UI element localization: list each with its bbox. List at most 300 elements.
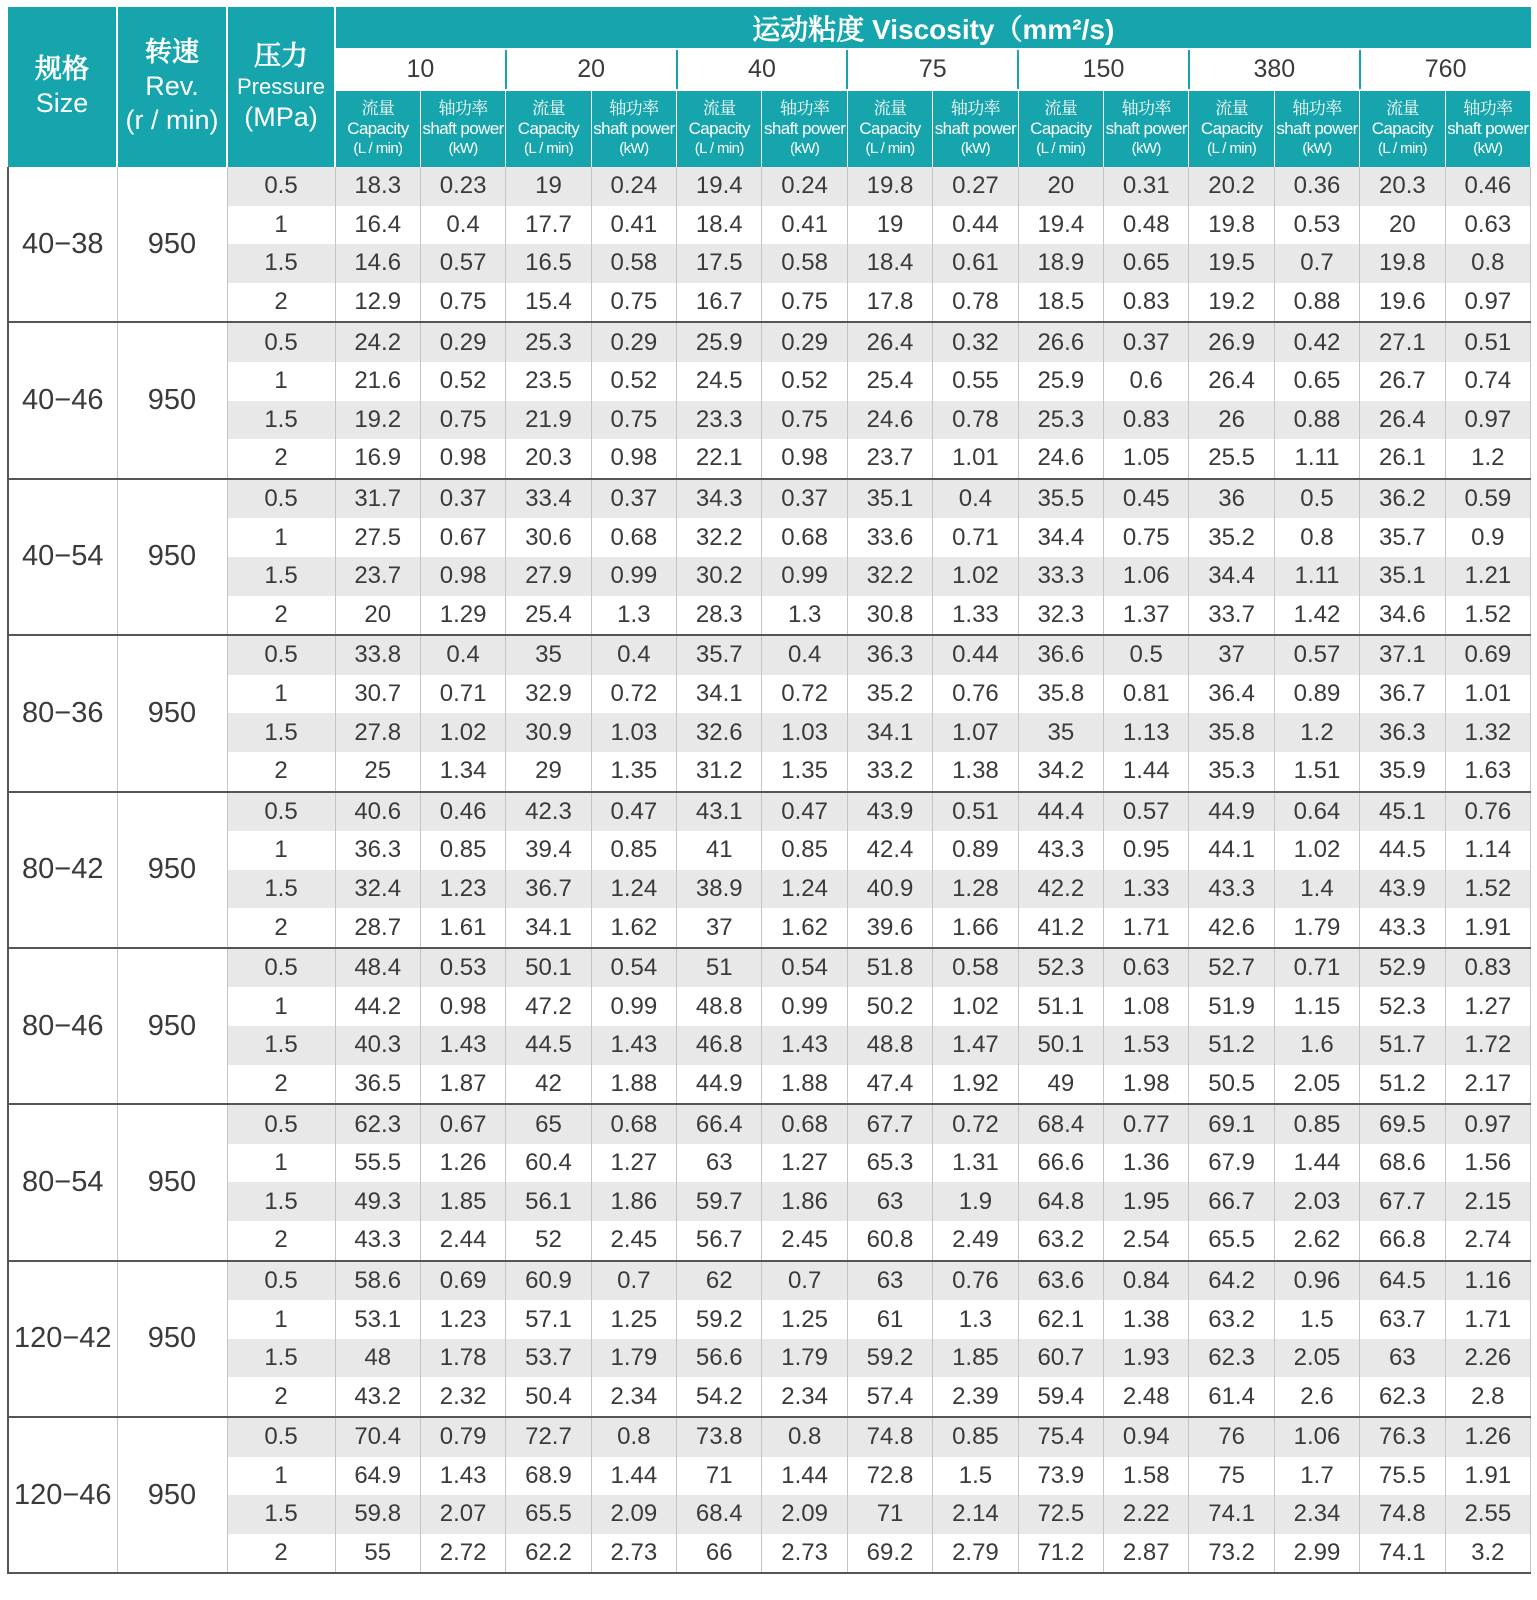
shaft-power-cell: 1.02 (933, 557, 1018, 596)
capacity-cell: 62.2 (506, 1534, 591, 1574)
shaft-power-cell: 1.56 (1445, 1144, 1531, 1183)
shaft-power-cell: 1.3 (762, 596, 847, 636)
capacity-cell: 18.9 (1018, 244, 1103, 283)
capacity-cell: 34.6 (1360, 596, 1445, 636)
capacity-cell: 31.2 (677, 752, 762, 792)
capacity-cell: 66.6 (1018, 1144, 1103, 1183)
shaft-power-cell: 1.06 (1104, 557, 1189, 596)
capacity-cell: 43.3 (1018, 831, 1103, 870)
table-row (8, 244, 1531, 283)
shaft-power-cell: 1.3 (591, 596, 676, 636)
capacity-cell: 41.2 (1018, 908, 1103, 948)
shaft-power-cell: 0.44 (933, 635, 1018, 675)
capacity-cell: 64.2 (1189, 1261, 1274, 1301)
capacity-cell: 24.2 (335, 322, 420, 362)
capacity-cell: 18.4 (677, 206, 762, 245)
capacity-cell: 19.4 (677, 167, 762, 206)
table-row (8, 362, 1531, 401)
capacity-cell: 74.8 (847, 1417, 932, 1457)
viscosity-value-2: 20 (506, 49, 677, 90)
shaft-power-cell: 0.4 (420, 206, 505, 245)
capacity-cell: 19.2 (1189, 283, 1274, 323)
shaft-power-cell: 2.44 (420, 1221, 505, 1261)
shaft-power-cell: 2.05 (1274, 1065, 1359, 1105)
viscosity-value-5: 150 (1018, 49, 1189, 90)
capacity-cell: 49.3 (335, 1182, 420, 1221)
capacity-cell: 36 (1189, 479, 1274, 519)
capacity-header-3 (677, 90, 762, 167)
shaft-power-cell: 0.58 (933, 948, 1018, 988)
capacity-cell: 25.9 (677, 322, 762, 362)
capacity-cell: 43.3 (1189, 870, 1274, 909)
shaft-power-cell: 1.32 (1445, 713, 1531, 752)
capacity-cell: 35.2 (847, 675, 932, 714)
shaft-power-cell: 1.43 (420, 1457, 505, 1496)
shaft-power-cell: 0.5 (1104, 635, 1189, 675)
capacity-cell: 34.1 (677, 675, 762, 714)
capacity-cell: 26 (1189, 401, 1274, 440)
shaft-power-cell: 1.34 (420, 752, 505, 792)
capacity-cell: 27.8 (335, 713, 420, 752)
shaft-power-cell: 1.7 (1274, 1457, 1359, 1496)
shaft-power-cell: 0.96 (1274, 1261, 1359, 1301)
pressure-header (227, 7, 335, 167)
shaft-power-cell: 1.23 (420, 1300, 505, 1339)
shaft-power-cell: 0.53 (1274, 206, 1359, 245)
capacity-cell: 25.9 (1018, 362, 1103, 401)
capacity-cell: 18.3 (335, 167, 420, 206)
capacity-cell: 62.3 (1189, 1339, 1274, 1378)
capacity-cell: 36.3 (1360, 713, 1445, 752)
capacity-cell: 20 (335, 596, 420, 636)
capacity-cell: 32.4 (335, 870, 420, 909)
capacity-cell: 64.8 (1018, 1182, 1103, 1221)
shaft-power-cell: 0.7 (762, 1261, 847, 1301)
capacity-cell: 73.8 (677, 1417, 762, 1457)
table-row (8, 1339, 1531, 1378)
table-row (8, 1377, 1531, 1417)
shaft-power-cell: 1.71 (1445, 1300, 1531, 1339)
capacity-cell: 69.1 (1189, 1104, 1274, 1144)
shaft-power-cell: 1.33 (1104, 870, 1189, 909)
capacity-cell: 43.9 (847, 792, 932, 832)
capacity-cell: 15.4 (506, 283, 591, 323)
capacity-cell: 35 (1018, 713, 1103, 752)
capacity-cell: 52.3 (1018, 948, 1103, 988)
capacity-cell: 52.9 (1360, 948, 1445, 988)
pressure-cell: 1 (227, 362, 335, 401)
pump-performance-table (7, 7, 1531, 1574)
shaft-power-cell: 0.41 (591, 206, 676, 245)
pressure-cell: 0.5 (227, 792, 335, 832)
capacity-cell: 36.3 (847, 635, 932, 675)
shaft-power-cell: 1.9 (933, 1182, 1018, 1221)
shaft-power-cell: 0.85 (1274, 1104, 1359, 1144)
shaft-power-cell: 2.73 (762, 1534, 847, 1574)
shaft-power-header-en: shaft power (1447, 119, 1529, 138)
capacity-cell: 20 (1360, 206, 1445, 245)
shaft-power-cell: 0.97 (1445, 401, 1531, 440)
capacity-cell: 59.2 (677, 1300, 762, 1339)
capacity-cell: 71.2 (1018, 1534, 1103, 1574)
table-row (8, 752, 1531, 792)
capacity-cell: 62.1 (1018, 1300, 1103, 1339)
capacity-cell: 60.4 (506, 1144, 591, 1183)
capacity-header-unit: (L / min) (523, 140, 573, 157)
capacity-cell: 75.5 (1360, 1457, 1445, 1496)
capacity-cell: 50.1 (1018, 1026, 1103, 1065)
capacity-cell: 52.3 (1360, 987, 1445, 1026)
shaft-power-header-unit: (kW) (1131, 140, 1161, 157)
shaft-power-cell: 1.5 (933, 1457, 1018, 1496)
capacity-cell: 68.6 (1360, 1144, 1445, 1183)
capacity-cell: 52.7 (1189, 948, 1274, 988)
viscosity-value-3: 40 (677, 49, 848, 90)
rev-header-zh: 转速 (145, 37, 199, 68)
shaft-power-cell: 2.34 (762, 1377, 847, 1417)
capacity-cell: 25.4 (847, 362, 932, 401)
shaft-power-cell: 0.77 (1104, 1104, 1189, 1144)
size-header (8, 7, 117, 167)
capacity-cell: 44.5 (1360, 831, 1445, 870)
capacity-cell: 55.5 (335, 1144, 420, 1183)
shaft-power-cell: 1.31 (933, 1144, 1018, 1183)
shaft-power-cell: 0.53 (420, 948, 505, 988)
capacity-cell: 51.8 (847, 948, 932, 988)
shaft-power-cell: 1.42 (1274, 596, 1359, 636)
capacity-header-unit: (L / min) (353, 140, 403, 157)
shaft-power-cell: 1.44 (591, 1457, 676, 1496)
shaft-power-cell: 0.85 (591, 831, 676, 870)
shaft-power-cell: 0.69 (420, 1261, 505, 1301)
capacity-cell: 59.4 (1018, 1377, 1103, 1417)
shaft-power-cell: 1.28 (933, 870, 1018, 909)
capacity-cell: 35.7 (677, 635, 762, 675)
shaft-power-cell: 0.37 (1104, 322, 1189, 362)
rev-cell: 950 (117, 1104, 227, 1260)
shaft-power-cell: 0.75 (762, 401, 847, 440)
pressure-cell: 1 (227, 831, 335, 870)
shaft-power-cell: 0.55 (933, 362, 1018, 401)
capacity-cell: 19 (506, 167, 591, 206)
pressure-header-unit: (MPa) (244, 101, 318, 132)
shaft-power-header-5 (1104, 90, 1189, 167)
shaft-power-cell: 0.83 (1104, 401, 1189, 440)
pressure-cell: 1.5 (227, 870, 335, 909)
shaft-power-cell: 0.64 (1274, 792, 1359, 832)
size-header-zh: 规格 (35, 54, 89, 85)
capacity-cell: 74.8 (1360, 1495, 1445, 1534)
capacity-header-4 (847, 90, 932, 167)
shaft-power-cell: 1.07 (933, 713, 1018, 752)
capacity-cell: 42 (506, 1065, 591, 1105)
shaft-power-cell: 2.14 (933, 1495, 1018, 1534)
capacity-cell: 22.1 (677, 439, 762, 479)
capacity-cell: 49 (1018, 1065, 1103, 1105)
capacity-cell: 63.2 (1189, 1300, 1274, 1339)
shaft-power-cell: 1.44 (1104, 752, 1189, 792)
shaft-power-cell: 0.51 (1445, 322, 1531, 362)
pressure-cell: 0.5 (227, 479, 335, 519)
capacity-cell: 48.8 (847, 1026, 932, 1065)
shaft-power-cell: 2.09 (591, 1495, 676, 1534)
capacity-cell: 54.2 (677, 1377, 762, 1417)
size-cell: 120−46 (8, 1417, 117, 1573)
capacity-cell: 25.5 (1189, 439, 1274, 479)
shaft-power-cell: 0.4 (933, 479, 1018, 519)
shaft-power-cell: 1.27 (591, 1144, 676, 1183)
table-row (8, 1221, 1531, 1261)
capacity-cell: 42.2 (1018, 870, 1103, 909)
shaft-power-header-zh: 轴功率 (1121, 99, 1171, 118)
shaft-power-cell: 2.87 (1104, 1534, 1189, 1574)
shaft-power-cell: 0.68 (762, 1104, 847, 1144)
capacity-cell: 63 (847, 1182, 932, 1221)
shaft-power-cell: 0.72 (762, 675, 847, 714)
pressure-cell: 1 (227, 1457, 335, 1496)
capacity-cell: 35.2 (1189, 518, 1274, 557)
capacity-cell: 65.5 (506, 1495, 591, 1534)
shaft-power-cell: 0.59 (1445, 479, 1531, 519)
capacity-cell: 23.7 (847, 439, 932, 479)
table-row (8, 401, 1531, 440)
capacity-header-en: Capacity (1371, 119, 1434, 138)
capacity-cell: 27.5 (335, 518, 420, 557)
shaft-power-cell: 0.75 (420, 283, 505, 323)
capacity-cell: 61 (847, 1300, 932, 1339)
capacity-cell: 48 (335, 1339, 420, 1378)
capacity-header-unit: (L / min) (1377, 140, 1427, 157)
capacity-cell: 19 (847, 206, 932, 245)
shaft-power-cell: 0.23 (420, 167, 505, 206)
capacity-cell: 60.9 (506, 1261, 591, 1301)
table-row (8, 948, 1531, 988)
table-row (8, 167, 1531, 206)
shaft-power-cell: 0.76 (933, 675, 1018, 714)
shaft-power-cell: 0.83 (1445, 948, 1531, 988)
shaft-power-cell: 0.57 (1274, 635, 1359, 675)
capacity-cell: 50.4 (506, 1377, 591, 1417)
shaft-power-header-4 (933, 90, 1018, 167)
shaft-power-cell: 0.37 (420, 479, 505, 519)
shaft-power-cell: 0.57 (420, 244, 505, 283)
shaft-power-cell: 0.94 (1104, 1417, 1189, 1457)
shaft-power-cell: 2.72 (420, 1534, 505, 1574)
capacity-cell: 71 (847, 1495, 932, 1534)
shaft-power-cell: 0.67 (420, 518, 505, 557)
capacity-cell: 56.6 (677, 1339, 762, 1378)
shaft-power-cell: 0.95 (1104, 831, 1189, 870)
shaft-power-cell: 0.29 (591, 322, 676, 362)
shaft-power-cell: 1.71 (1104, 908, 1189, 948)
shaft-power-header-1 (420, 90, 505, 167)
capacity-cell: 32.3 (1018, 596, 1103, 636)
table-row (8, 1182, 1531, 1221)
pressure-cell: 2 (227, 1534, 335, 1574)
shaft-power-cell: 1.29 (420, 596, 505, 636)
capacity-cell: 51.9 (1189, 987, 1274, 1026)
shaft-power-cell: 1.86 (591, 1182, 676, 1221)
capacity-cell: 56.7 (677, 1221, 762, 1261)
shaft-power-cell: 0.98 (420, 987, 505, 1026)
capacity-cell: 35.8 (1189, 713, 1274, 752)
capacity-cell: 26.4 (1189, 362, 1274, 401)
viscosity-value-4: 75 (847, 49, 1018, 90)
table-row (8, 557, 1531, 596)
shaft-power-header-en: shaft power (593, 119, 675, 138)
shaft-power-cell: 1.03 (591, 713, 676, 752)
capacity-cell: 60.8 (847, 1221, 932, 1261)
capacity-header-en: Capacity (517, 119, 580, 138)
capacity-cell: 65 (506, 1104, 591, 1144)
rev-cell: 950 (117, 948, 227, 1104)
shaft-power-cell: 0.52 (762, 362, 847, 401)
shaft-power-cell: 1.72 (1445, 1026, 1531, 1065)
shaft-power-cell: 1.62 (591, 908, 676, 948)
capacity-cell: 51.1 (1018, 987, 1103, 1026)
shaft-power-cell: 0.32 (933, 322, 1018, 362)
shaft-power-cell: 1.01 (933, 439, 1018, 479)
capacity-cell: 58.6 (335, 1261, 420, 1301)
shaft-power-cell: 1.21 (1445, 557, 1531, 596)
shaft-power-cell: 3.2 (1445, 1534, 1531, 1574)
capacity-cell: 48.8 (677, 987, 762, 1026)
capacity-header-zh: 流量 (532, 99, 565, 118)
capacity-cell: 76.3 (1360, 1417, 1445, 1457)
capacity-cell: 33.3 (1018, 557, 1103, 596)
shaft-power-cell: 1.25 (591, 1300, 676, 1339)
shaft-power-cell: 1.15 (1274, 987, 1359, 1026)
shaft-power-cell: 1.26 (420, 1144, 505, 1183)
capacity-cell: 57.1 (506, 1300, 591, 1339)
shaft-power-cell: 1.02 (420, 713, 505, 752)
shaft-power-cell: 0.24 (591, 167, 676, 206)
shaft-power-cell: 0.71 (1274, 948, 1359, 988)
rev-header-unit: (r / min) (125, 104, 219, 135)
shaft-power-cell: 1.52 (1445, 870, 1531, 909)
shaft-power-cell: 0.99 (591, 987, 676, 1026)
capacity-cell: 32.2 (677, 518, 762, 557)
table-row (8, 596, 1531, 636)
capacity-cell: 63 (677, 1144, 762, 1183)
shaft-power-cell: 0.68 (762, 518, 847, 557)
capacity-cell: 73.9 (1018, 1457, 1103, 1496)
size-cell: 80−36 (8, 635, 117, 791)
capacity-cell: 51.2 (1189, 1026, 1274, 1065)
capacity-cell: 26.6 (1018, 322, 1103, 362)
viscosity-value-6: 380 (1189, 49, 1360, 90)
pressure-cell: 0.5 (227, 1104, 335, 1144)
capacity-cell: 17.7 (506, 206, 591, 245)
capacity-cell: 38.9 (677, 870, 762, 909)
shaft-power-cell: 2.6 (1274, 1377, 1359, 1417)
capacity-cell: 69.2 (847, 1534, 932, 1574)
shaft-power-cell: 1.44 (1274, 1144, 1359, 1183)
size-cell: 80−54 (8, 1104, 117, 1260)
capacity-cell: 67.9 (1189, 1144, 1274, 1183)
capacity-cell: 36.7 (506, 870, 591, 909)
capacity-cell: 63.2 (1018, 1221, 1103, 1261)
capacity-cell: 19.6 (1360, 283, 1445, 323)
shaft-power-cell: 0.74 (1445, 362, 1531, 401)
shaft-power-cell: 0.99 (762, 557, 847, 596)
capacity-cell: 16.7 (677, 283, 762, 323)
shaft-power-cell: 0.79 (420, 1417, 505, 1457)
shaft-power-header-zh: 轴功率 (780, 99, 830, 118)
pressure-cell: 0.5 (227, 948, 335, 988)
capacity-cell: 48.4 (335, 948, 420, 988)
shaft-power-cell: 1.13 (1104, 713, 1189, 752)
capacity-cell: 67.7 (847, 1104, 932, 1144)
shaft-power-cell: 2.09 (762, 1495, 847, 1534)
shaft-power-cell: 1.91 (1445, 1457, 1531, 1496)
pressure-cell: 2 (227, 1377, 335, 1417)
pressure-cell: 2 (227, 908, 335, 948)
shaft-power-cell: 0.72 (591, 675, 676, 714)
rev-cell: 950 (117, 792, 227, 948)
shaft-power-cell: 1.38 (1104, 1300, 1189, 1339)
shaft-power-cell: 1.35 (591, 752, 676, 792)
capacity-cell: 18.4 (847, 244, 932, 283)
shaft-power-cell: 0.88 (1274, 401, 1359, 440)
shaft-power-cell: 0.9 (1445, 518, 1531, 557)
table-row (8, 675, 1531, 714)
capacity-cell: 66.4 (677, 1104, 762, 1144)
shaft-power-cell: 1.86 (762, 1182, 847, 1221)
shaft-power-cell: 2.74 (1445, 1221, 1531, 1261)
shaft-power-cell: 0.45 (1104, 479, 1189, 519)
capacity-cell: 43.1 (677, 792, 762, 832)
rev-cell: 950 (117, 167, 227, 322)
capacity-header-unit: (L / min) (1207, 140, 1257, 157)
shaft-power-cell: 0.54 (762, 948, 847, 988)
capacity-cell: 46.8 (677, 1026, 762, 1065)
pressure-cell: 0.5 (227, 322, 335, 362)
capacity-cell: 34.1 (847, 713, 932, 752)
table-row (8, 1104, 1531, 1144)
shaft-power-cell: 0.58 (591, 244, 676, 283)
capacity-cell: 26.4 (1360, 401, 1445, 440)
shaft-power-cell: 1.37 (1104, 596, 1189, 636)
shaft-power-cell: 0.4 (762, 635, 847, 675)
capacity-cell: 70.4 (335, 1417, 420, 1457)
pressure-cell: 1.5 (227, 401, 335, 440)
capacity-cell: 36.3 (335, 831, 420, 870)
capacity-cell: 34.2 (1018, 752, 1103, 792)
shaft-power-cell: 0.51 (933, 792, 1018, 832)
shaft-power-cell: 0.31 (1104, 167, 1189, 206)
shaft-power-cell: 0.42 (1274, 322, 1359, 362)
capacity-cell: 36.6 (1018, 635, 1103, 675)
shaft-power-cell: 2.17 (1445, 1065, 1531, 1105)
capacity-cell: 25.3 (1018, 401, 1103, 440)
shaft-power-cell: 1.06 (1274, 1417, 1359, 1457)
capacity-cell: 12.9 (335, 283, 420, 323)
pressure-cell: 1.5 (227, 1182, 335, 1221)
capacity-cell: 75.4 (1018, 1417, 1103, 1457)
capacity-cell: 30.7 (335, 675, 420, 714)
shaft-power-cell: 2.8 (1445, 1377, 1531, 1417)
capacity-cell: 27.9 (506, 557, 591, 596)
shaft-power-cell: 0.72 (933, 1104, 1018, 1144)
capacity-cell: 28.3 (677, 596, 762, 636)
shaft-power-header-en: shaft power (764, 119, 846, 138)
capacity-cell: 36.5 (335, 1065, 420, 1105)
shaft-power-cell: 1.93 (1104, 1339, 1189, 1378)
pressure-header-en: Pressure (236, 74, 326, 100)
shaft-power-header-zh: 轴功率 (1292, 99, 1342, 118)
shaft-power-cell: 1.43 (591, 1026, 676, 1065)
